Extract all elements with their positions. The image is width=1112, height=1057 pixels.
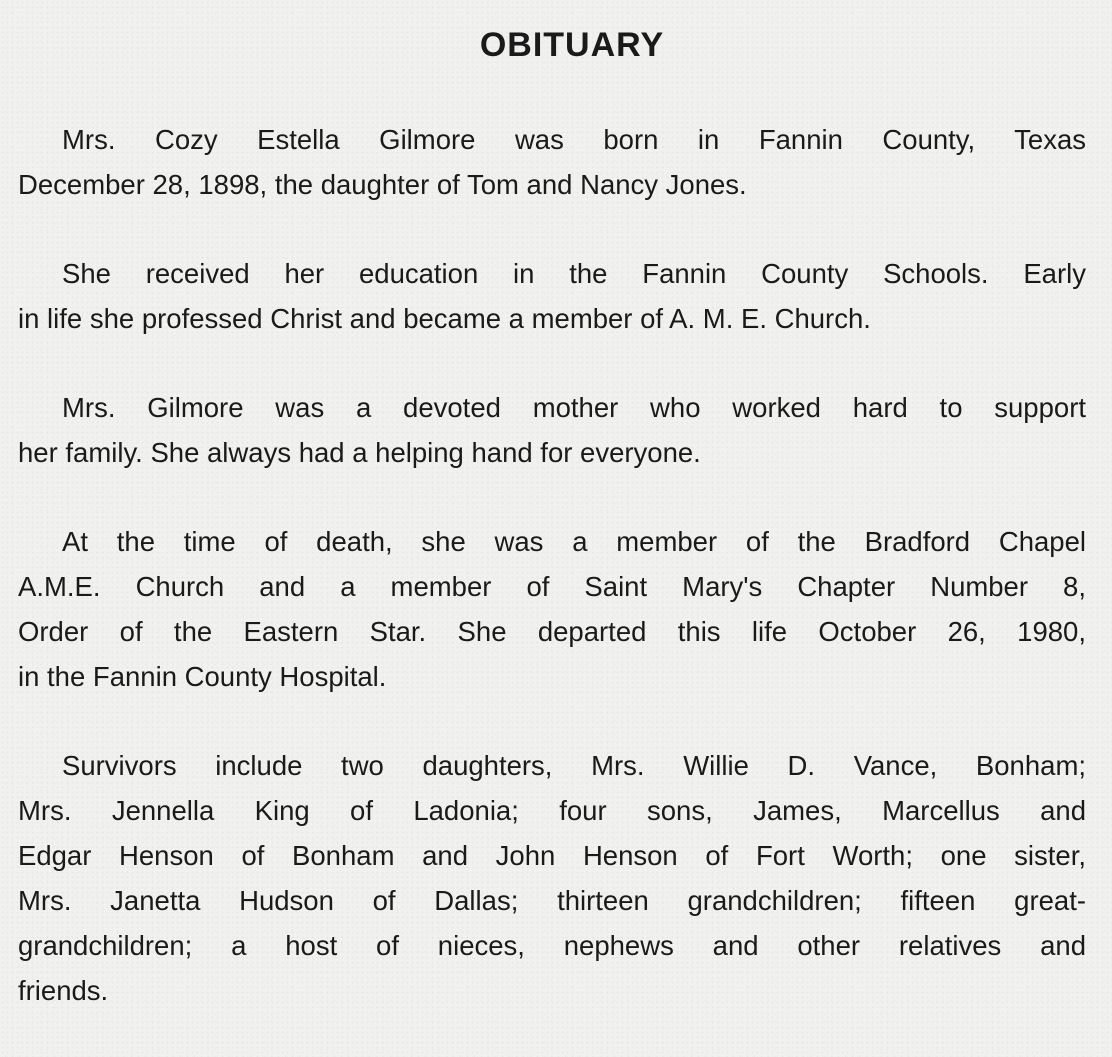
text-line: Mrs. Janetta Hudson of Dallas; thirteen grandchildren; fifteen great- [18, 885, 1086, 916]
text-line: friends. [18, 975, 109, 1006]
text-line: Edgar Henson of Bonham and John Henson of Fort Worth; one sister, [18, 840, 1086, 871]
paragraph-death [18, 519, 1086, 699]
text-line: She received her education in the Fannin County Schools. Early [62, 258, 1086, 289]
text-line: A.M.E. Church and a member of Saint Mary's Chapter Number 8, [18, 571, 1086, 602]
text-line: Mrs. Gilmore was a devoted mother who worked hard to support [62, 392, 1086, 423]
text-line: Mrs. Cozy Estella Gilmore was born in Fannin County, Texas [62, 124, 1086, 155]
text-line: At the time of death, she was a member of the Bradford Chapel [62, 526, 1086, 557]
text-line: December 28, 1898, the daughter of Tom and Nancy Jones. [18, 169, 747, 200]
document-title: OBITUARY [479, 26, 665, 64]
text-line: in the Fannin County Hospital. [18, 661, 387, 692]
text-line: Order of the Eastern Star. She departed this life October 26, 1980, [18, 616, 1086, 647]
paragraph-birth [18, 117, 1086, 207]
obituary-document [18, 26, 1086, 1057]
paragraph-education [18, 251, 1086, 341]
text-line: Mrs. Jennella King of Ladonia; four sons, James, Marcellus and [18, 795, 1086, 826]
paragraph-survivors [18, 743, 1086, 1013]
text-line: Survivors include two daughters, Mrs. Willie D. Vance, Bonham; [62, 750, 1086, 781]
paragraph-family [18, 385, 1086, 475]
text-line: her family. She always had a helping hand for everyone. [18, 437, 701, 468]
text-line: in life she professed Christ and became a member of A. M. E. Church. [18, 303, 871, 334]
text-line: grandchildren; a host of nieces, nephews and other relatives and [18, 930, 1086, 961]
